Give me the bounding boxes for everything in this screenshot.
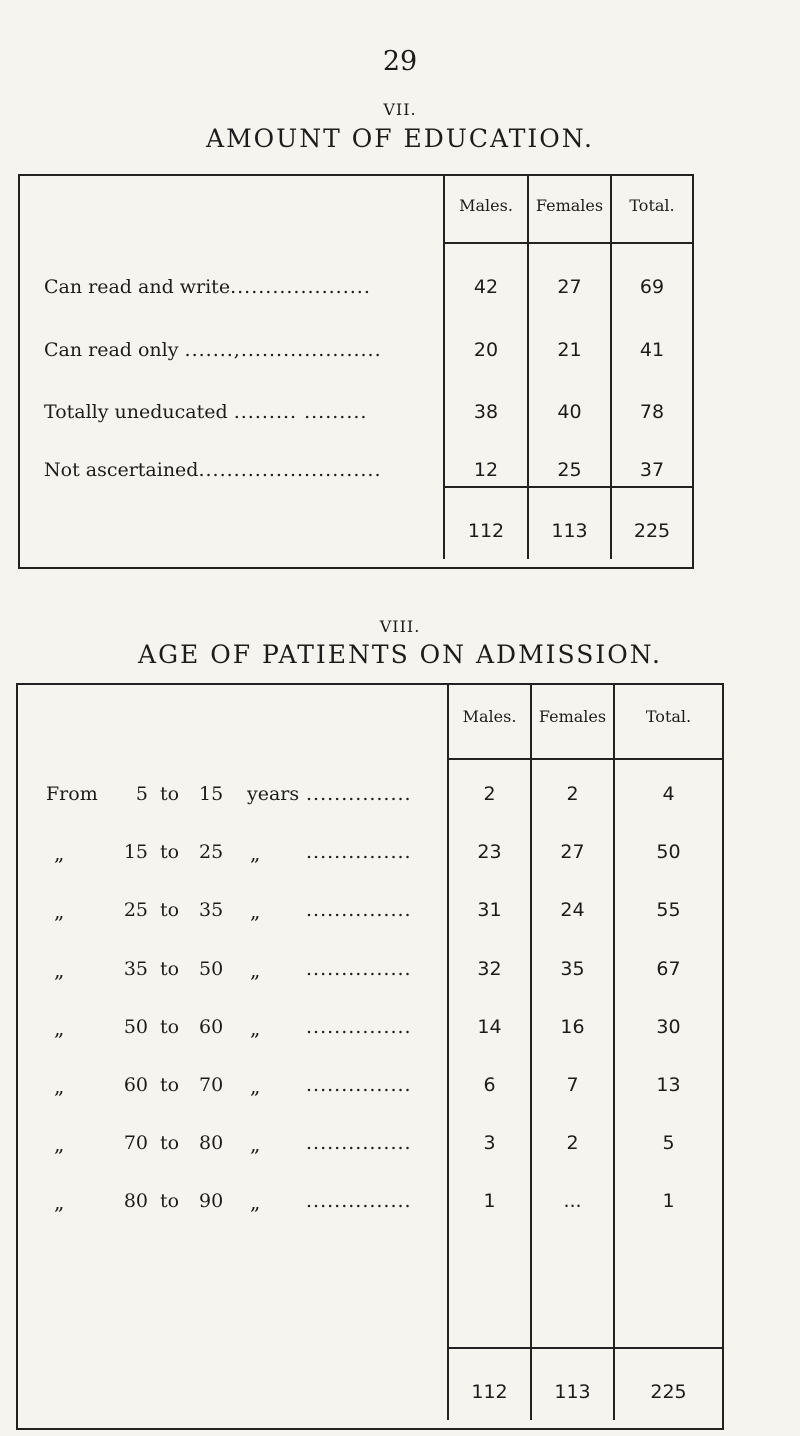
- cell-males: 23: [477, 841, 502, 863]
- age-row-from: 70: [123, 1132, 148, 1154]
- cell-total: 67: [656, 958, 681, 980]
- cell-females: 27: [557, 276, 582, 298]
- table-bottom-rule: [16, 1428, 724, 1430]
- cell-females: 21: [557, 339, 582, 361]
- total-rule: [447, 1347, 724, 1349]
- cell-total: 50: [656, 841, 681, 863]
- age-row-to-word: to: [160, 841, 180, 863]
- cell-females: 40: [557, 401, 582, 423]
- age-row-leader: ...............: [306, 1132, 412, 1154]
- table-top-rule: [16, 683, 724, 685]
- cell-females: 27: [560, 841, 585, 863]
- age-row-to-word: to: [160, 958, 180, 980]
- cell-total: 5: [662, 1132, 675, 1154]
- age-row-from: 15: [123, 841, 148, 863]
- header-rule: [443, 242, 692, 244]
- age-row-unit: years: [247, 783, 300, 805]
- age-row-prefix: „: [54, 841, 65, 865]
- age-row-unit: „: [250, 1132, 261, 1156]
- column-divider: [527, 174, 529, 559]
- age-row-to: 90: [199, 1190, 224, 1212]
- age-row-to: 60: [199, 1016, 224, 1038]
- cell-females: ...: [563, 1190, 582, 1212]
- age-row-to: 25: [199, 841, 224, 863]
- age-row-from: 25: [123, 899, 148, 921]
- cell-males: 32: [477, 958, 502, 980]
- cell-females: 7: [566, 1074, 579, 1096]
- cell-males: 31: [477, 899, 502, 921]
- cell-females: 24: [560, 899, 585, 921]
- age-section-number: VIII.: [379, 617, 421, 636]
- table-bottom-rule: [18, 567, 694, 569]
- cell-males: 3: [483, 1132, 496, 1154]
- cell-males: 14: [477, 1016, 502, 1038]
- age-row-leader: ...............: [306, 841, 412, 863]
- table-right-rule: [692, 174, 694, 569]
- cell-females: 16: [560, 1016, 585, 1038]
- column-header-total: Total.: [645, 707, 692, 726]
- cell-total: 55: [656, 899, 681, 921]
- age-row-prefix: „: [54, 1190, 65, 1214]
- age-row-to: 15: [199, 783, 224, 805]
- row-label: Can read only .......,....................: [44, 339, 382, 361]
- table-top-rule: [18, 174, 694, 176]
- column-header-females: Females: [538, 707, 607, 726]
- age-row-from: 60: [123, 1074, 148, 1096]
- cell-females: 25: [557, 459, 582, 481]
- cell-females: 2: [566, 783, 579, 805]
- education-title: AMOUNT OF EDUCATION.: [206, 124, 594, 153]
- age-row-to: 50: [199, 958, 224, 980]
- age-row-prefix: „: [54, 1016, 65, 1040]
- age-row-unit: „: [250, 1016, 261, 1040]
- cell-females: 35: [560, 958, 585, 980]
- age-row-leader: ...............: [306, 783, 412, 805]
- table-left-rule: [18, 174, 20, 569]
- age-row-prefix: „: [54, 1132, 65, 1156]
- age-row-leader: ...............: [306, 958, 412, 980]
- age-row-to-word: to: [160, 1016, 180, 1038]
- age-row-to: 80: [199, 1132, 224, 1154]
- age-row-to: 35: [199, 899, 224, 921]
- row-label: Totally uneducated ......... .........: [44, 401, 368, 423]
- cell-males: 42: [473, 276, 499, 298]
- cell-males: 12: [473, 459, 499, 481]
- row-label: Can read and write....................: [44, 276, 371, 298]
- total-males: 112: [467, 520, 505, 542]
- column-header-males: Males.: [462, 707, 517, 726]
- age-row-to-word: to: [160, 783, 180, 805]
- cell-total: 78: [639, 401, 665, 423]
- education-section-number: VII.: [383, 100, 417, 119]
- age-row-from: 5: [135, 783, 148, 805]
- cell-males: 20: [473, 339, 499, 361]
- age-row-from: 35: [123, 958, 148, 980]
- age-row-to-word: to: [160, 899, 180, 921]
- total-rule: [443, 486, 692, 488]
- age-row-leader: ...............: [306, 1016, 412, 1038]
- cell-total: 41: [639, 339, 665, 361]
- column-divider: [443, 174, 445, 559]
- cell-total: 69: [639, 276, 665, 298]
- column-header-males: Males.: [459, 196, 513, 215]
- age-row-to-word: to: [160, 1132, 180, 1154]
- table-left-rule: [16, 683, 18, 1430]
- total-females: 113: [554, 1381, 591, 1403]
- age-row-prefix: „: [54, 1074, 65, 1098]
- cell-females: 2: [566, 1132, 579, 1154]
- total-females: 113: [551, 520, 588, 542]
- age-row-prefix: „: [54, 958, 65, 982]
- age-row-unit: „: [250, 841, 261, 865]
- age-row-unit: „: [250, 899, 261, 923]
- page-number: 29: [382, 46, 418, 77]
- cell-males: 38: [473, 401, 499, 423]
- cell-total: 30: [656, 1016, 681, 1038]
- age-row-to-word: to: [160, 1190, 180, 1212]
- cell-total: 13: [656, 1074, 681, 1096]
- age-row-unit: „: [250, 1074, 261, 1098]
- column-header-total: Total.: [629, 196, 675, 215]
- age-row-unit: „: [250, 1190, 261, 1214]
- age-title: AGE OF PATIENTS ON ADMISSION.: [138, 640, 662, 669]
- age-row-from: 80: [123, 1190, 148, 1212]
- total-males: 112: [471, 1381, 508, 1403]
- total-total: 225: [650, 1381, 687, 1403]
- cell-total: 4: [662, 783, 675, 805]
- age-row-leader: ...............: [306, 1190, 412, 1212]
- age-row-leader: ...............: [306, 1074, 412, 1096]
- age-row-leader: ...............: [306, 899, 412, 921]
- age-row-prefix: „: [54, 899, 65, 923]
- age-row-unit: „: [250, 958, 261, 982]
- header-rule: [447, 758, 724, 760]
- column-header-females: Females: [535, 196, 604, 215]
- cell-total: 1: [662, 1190, 675, 1212]
- age-row-prefix: From: [46, 783, 98, 805]
- cell-males: 1: [483, 1190, 496, 1212]
- cell-total: 37: [639, 459, 665, 481]
- column-divider: [610, 174, 612, 559]
- age-row-from: 50: [123, 1016, 148, 1038]
- cell-males: 2: [483, 783, 496, 805]
- row-label: Not ascertained..........................: [44, 459, 382, 481]
- age-row-to: 70: [199, 1074, 224, 1096]
- total-total: 225: [633, 520, 671, 542]
- age-row-to-word: to: [160, 1074, 180, 1096]
- cell-males: 6: [483, 1074, 496, 1096]
